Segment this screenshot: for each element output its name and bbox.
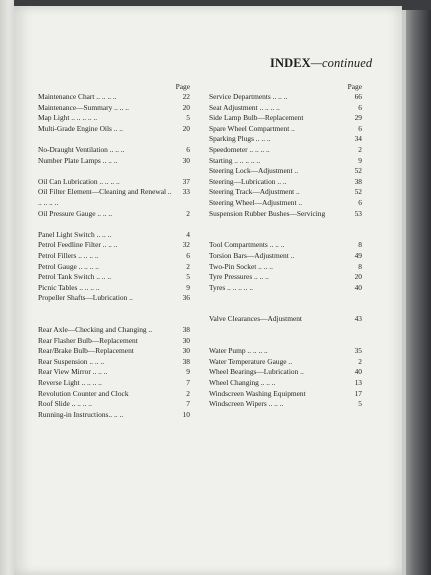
index-entry (209, 283, 362, 294)
index-entry-page: 20 (354, 272, 362, 282)
index-entry-page: 6 (186, 250, 190, 260)
index-entry-page: 33 (182, 187, 190, 197)
index-entry (209, 198, 362, 209)
index-entry-page: 4 (186, 229, 190, 239)
index-entry-label: Service Departments .. .. .. (209, 92, 288, 101)
index-entry (209, 399, 362, 410)
index-entry-page: 49 (354, 250, 362, 260)
index-column-right (209, 81, 362, 410)
index-entry (38, 209, 190, 220)
index-entry-page: 34 (354, 134, 362, 144)
index-entry-page: 2 (186, 261, 190, 271)
index-entry-page: 38 (354, 176, 362, 186)
index-entry-page: 7 (186, 399, 190, 409)
index-entry-label: Sparking Plugs .. .. .. (209, 134, 271, 144)
index-entry-label: Running-in Instructions.. .. .. (38, 409, 124, 419)
index-entry-label: Propeller Shafts—Lubrication .. (38, 293, 133, 303)
index-entry-page: 20 (182, 123, 190, 133)
index-entry-page: 38 (182, 325, 190, 335)
index-entry-page: 8 (358, 261, 362, 271)
index-entry-label: Petrol Tank Switch .. .. .. (38, 272, 112, 282)
index-entry (38, 92, 190, 103)
index-entry-label: Multi-Grade Engine Oils .. .. (38, 123, 123, 133)
index-entry (38, 272, 190, 283)
index-entry (209, 367, 362, 378)
index-entry-label: Maintenance—Summary .. .. .. (38, 102, 129, 112)
index-entry-page: 5 (186, 113, 190, 123)
index-entry-label: Water Pump .. .. .. .. (209, 346, 268, 356)
index-entry (38, 113, 190, 124)
index-entry-label: Starting .. .. .. .. .. (209, 155, 261, 165)
index-entry-page: 35 (354, 346, 362, 356)
index-entry (209, 145, 362, 156)
index-entry-label: Side Lamp Bulb—Replacement (209, 113, 304, 123)
index-entry (38, 399, 190, 410)
index-entry (209, 103, 362, 114)
index-entry-label: Torsion Bars—Adjustment .. (209, 250, 295, 260)
index-entry-label: Petrol Fillers .. .. .. .. (38, 250, 99, 260)
index-entry (209, 346, 362, 357)
index-entry-page: 8 (358, 240, 362, 250)
section-gap (209, 219, 362, 240)
index-entry (38, 230, 190, 241)
index-entry-page: 32 (182, 240, 190, 250)
index-entry (38, 357, 190, 368)
index-entry-page: 43 (354, 314, 362, 324)
title-continued: —continued (310, 56, 373, 70)
index-entry-page: 9 (186, 367, 190, 377)
index-entry (38, 325, 190, 336)
index-entry (209, 166, 362, 177)
index-entry-label: Map Light .. .. .. .. .. (38, 113, 98, 123)
index-entry-page: 40 (354, 282, 362, 292)
page-edge-right (402, 10, 431, 575)
index-entry-label: Steering Track—Adjustment .. (209, 187, 300, 197)
index-entry-label: Steering Wheel—Adjustment .. (209, 197, 303, 207)
section-gap (38, 219, 190, 230)
title-main: INDEX (270, 56, 311, 70)
index-entry-page: 9 (186, 282, 190, 292)
index-entry-label: Petrol Gauge .. .. .. .. (38, 261, 99, 271)
index-entry-page: 22 (182, 92, 190, 101)
index-entry-label: Suspension Rubber Bushes—Servicing (209, 208, 326, 218)
page-column-header: Page (347, 82, 362, 91)
index-entry-page: 66 (354, 92, 362, 101)
index-entry-page: 13 (354, 378, 362, 388)
index-entry-label: Number Plate Lamps .. .. .. (38, 155, 118, 165)
index-entry-page: 6 (358, 197, 362, 207)
index-entry-label: Tool Compartments .. .. .. (209, 240, 285, 250)
index-entry (38, 145, 190, 156)
index-entry-label: Rear Axle—Checking and Changing .. (38, 325, 153, 335)
index-entry-page: 30 (182, 346, 190, 356)
index-entry (38, 262, 190, 273)
index-entry-label: Steering—Lubrication .. .. (209, 176, 287, 186)
index-entry (38, 177, 190, 188)
index-entry-page: 29 (354, 113, 362, 123)
index-entry-label: Tyres .. .. .. .. .. (209, 282, 254, 292)
index-entry-label: Maintenance Chart .. .. .. .. (38, 92, 117, 101)
index-entry (209, 378, 362, 389)
page-edge-strip (402, 10, 406, 575)
index-entry-label: Reverse Light .. .. .. .. (38, 378, 102, 388)
index-entry-page: 6 (358, 123, 362, 133)
page-title (270, 56, 372, 71)
index-entry-label: Wheel Bearings—Lubrication .. (209, 367, 304, 377)
index-entry-label: Picnic Tables .. .. .. .. (38, 282, 100, 292)
index-entry (209, 389, 362, 400)
index-entry-page: 53 (354, 208, 362, 218)
section-gap (209, 325, 362, 346)
index-entry-label: Rear Suspension .. .. .. (38, 356, 105, 366)
index-entry (209, 272, 362, 283)
index-entry-page: 9 (358, 155, 362, 165)
index-entry (38, 124, 190, 135)
index-entry-label: Steering Lock—Adjustment .. (209, 166, 299, 176)
index-entry-label: Valve Clearances—Adjustment (209, 314, 302, 324)
index-entry-page: 36 (182, 293, 190, 303)
index-entry (209, 357, 362, 368)
index-entry-label: Tyre Pressures .. .. .. (209, 272, 269, 282)
index-entry (38, 346, 190, 357)
section-gap (38, 166, 190, 177)
index-entry-label: Oil Filter Element—Cleaning and Renewal .. .. .. .. .. (38, 187, 172, 207)
index-entry-label: Revolution Counter and Clock (38, 388, 129, 398)
index-entry-page: 17 (354, 388, 362, 398)
index-entry-page: 2 (358, 144, 362, 154)
index-entry (209, 262, 362, 273)
index-entry-page: 5 (358, 399, 362, 409)
index-entry-page: 30 (182, 335, 190, 345)
index-entry-label: Water Temperature Gauge .. (209, 356, 293, 366)
index-entry-label: Seat Adjustment .. .. .. .. (209, 102, 280, 112)
index-entry (209, 187, 362, 198)
index-entry-page: 6 (358, 102, 362, 112)
index-entry-label: Roof Slide .. .. .. .. (38, 399, 92, 409)
index-entry-page: 5 (186, 272, 190, 282)
index-entry (209, 134, 362, 145)
index-entry-label: Two-Pin Socket .. .. .. (209, 261, 273, 271)
index-column-left (38, 81, 190, 420)
index-entry-label: Rear Flasher Bulb—Replacement (38, 335, 138, 345)
page-column-header: Page (175, 82, 190, 91)
section-gap (38, 304, 190, 325)
index-entry (38, 378, 190, 389)
index-entry (38, 336, 190, 347)
index-entry (209, 209, 362, 220)
section-gap (209, 293, 362, 314)
index-entry-page: 30 (182, 155, 190, 165)
index-entry-page: 37 (182, 176, 190, 186)
index-entry-label: Petrol Feedline Filter .. .. .. (38, 240, 118, 250)
index-entry-page: 52 (354, 187, 362, 197)
index-entry (209, 314, 362, 325)
index-entry-label: Spare Wheel Compartment .. (209, 123, 295, 133)
index-entry-page: 2 (186, 388, 190, 398)
index-entry (38, 240, 190, 251)
index-entry-page: 2 (358, 356, 362, 366)
index-entry-label: Windscreen Washing Equipment (209, 388, 306, 398)
index-entry-label: Rear View Mirror .. .. .. (38, 367, 108, 377)
index-entry-page: 40 (354, 367, 362, 377)
index-entry-label: Oil Pressure Gauge .. .. .. (38, 208, 113, 218)
index-entry (209, 240, 362, 251)
index-entry-label: Rear/Brake Bulb—Replacement (38, 346, 134, 356)
index-entry-label: Panel Light Switch .. .. .. (38, 229, 112, 239)
index-entry-label: Speedometer .. .. .. .. (209, 144, 270, 154)
index-entry (209, 124, 362, 135)
index-entry (38, 156, 190, 167)
index-entry-page: 6 (186, 144, 190, 154)
index-entry (38, 283, 190, 294)
index-entry (209, 251, 362, 262)
index-entry (38, 367, 190, 378)
index-entry (38, 251, 190, 262)
index-entry-label: No-Draught Ventilation .. .. .. (38, 144, 125, 154)
index-entry-page: 20 (182, 102, 190, 112)
index-entry-label: Wheel Changing .. .. .. (209, 378, 276, 388)
index-entry-label: Oil Can Lubrication .. .. .. .. (38, 176, 120, 186)
index-entry-page: 2 (186, 208, 190, 218)
index-entry-page: 38 (182, 356, 190, 366)
index-entry (38, 410, 190, 421)
index-entry (38, 103, 190, 114)
index-entry (38, 293, 190, 304)
index-entry-page: 7 (186, 378, 190, 388)
index-entry (209, 156, 362, 167)
index-entry (209, 113, 362, 124)
index-entry-label: Windscreen Wipers .. .. .. (209, 399, 284, 409)
section-gap (38, 134, 190, 145)
index-entry (38, 389, 190, 400)
index-entry-page: 52 (354, 166, 362, 176)
binding-edge-left (0, 0, 14, 575)
index-entry-page: 10 (182, 409, 190, 419)
index-entry (209, 177, 362, 188)
index-entry (209, 92, 362, 103)
index-entry (38, 187, 190, 208)
